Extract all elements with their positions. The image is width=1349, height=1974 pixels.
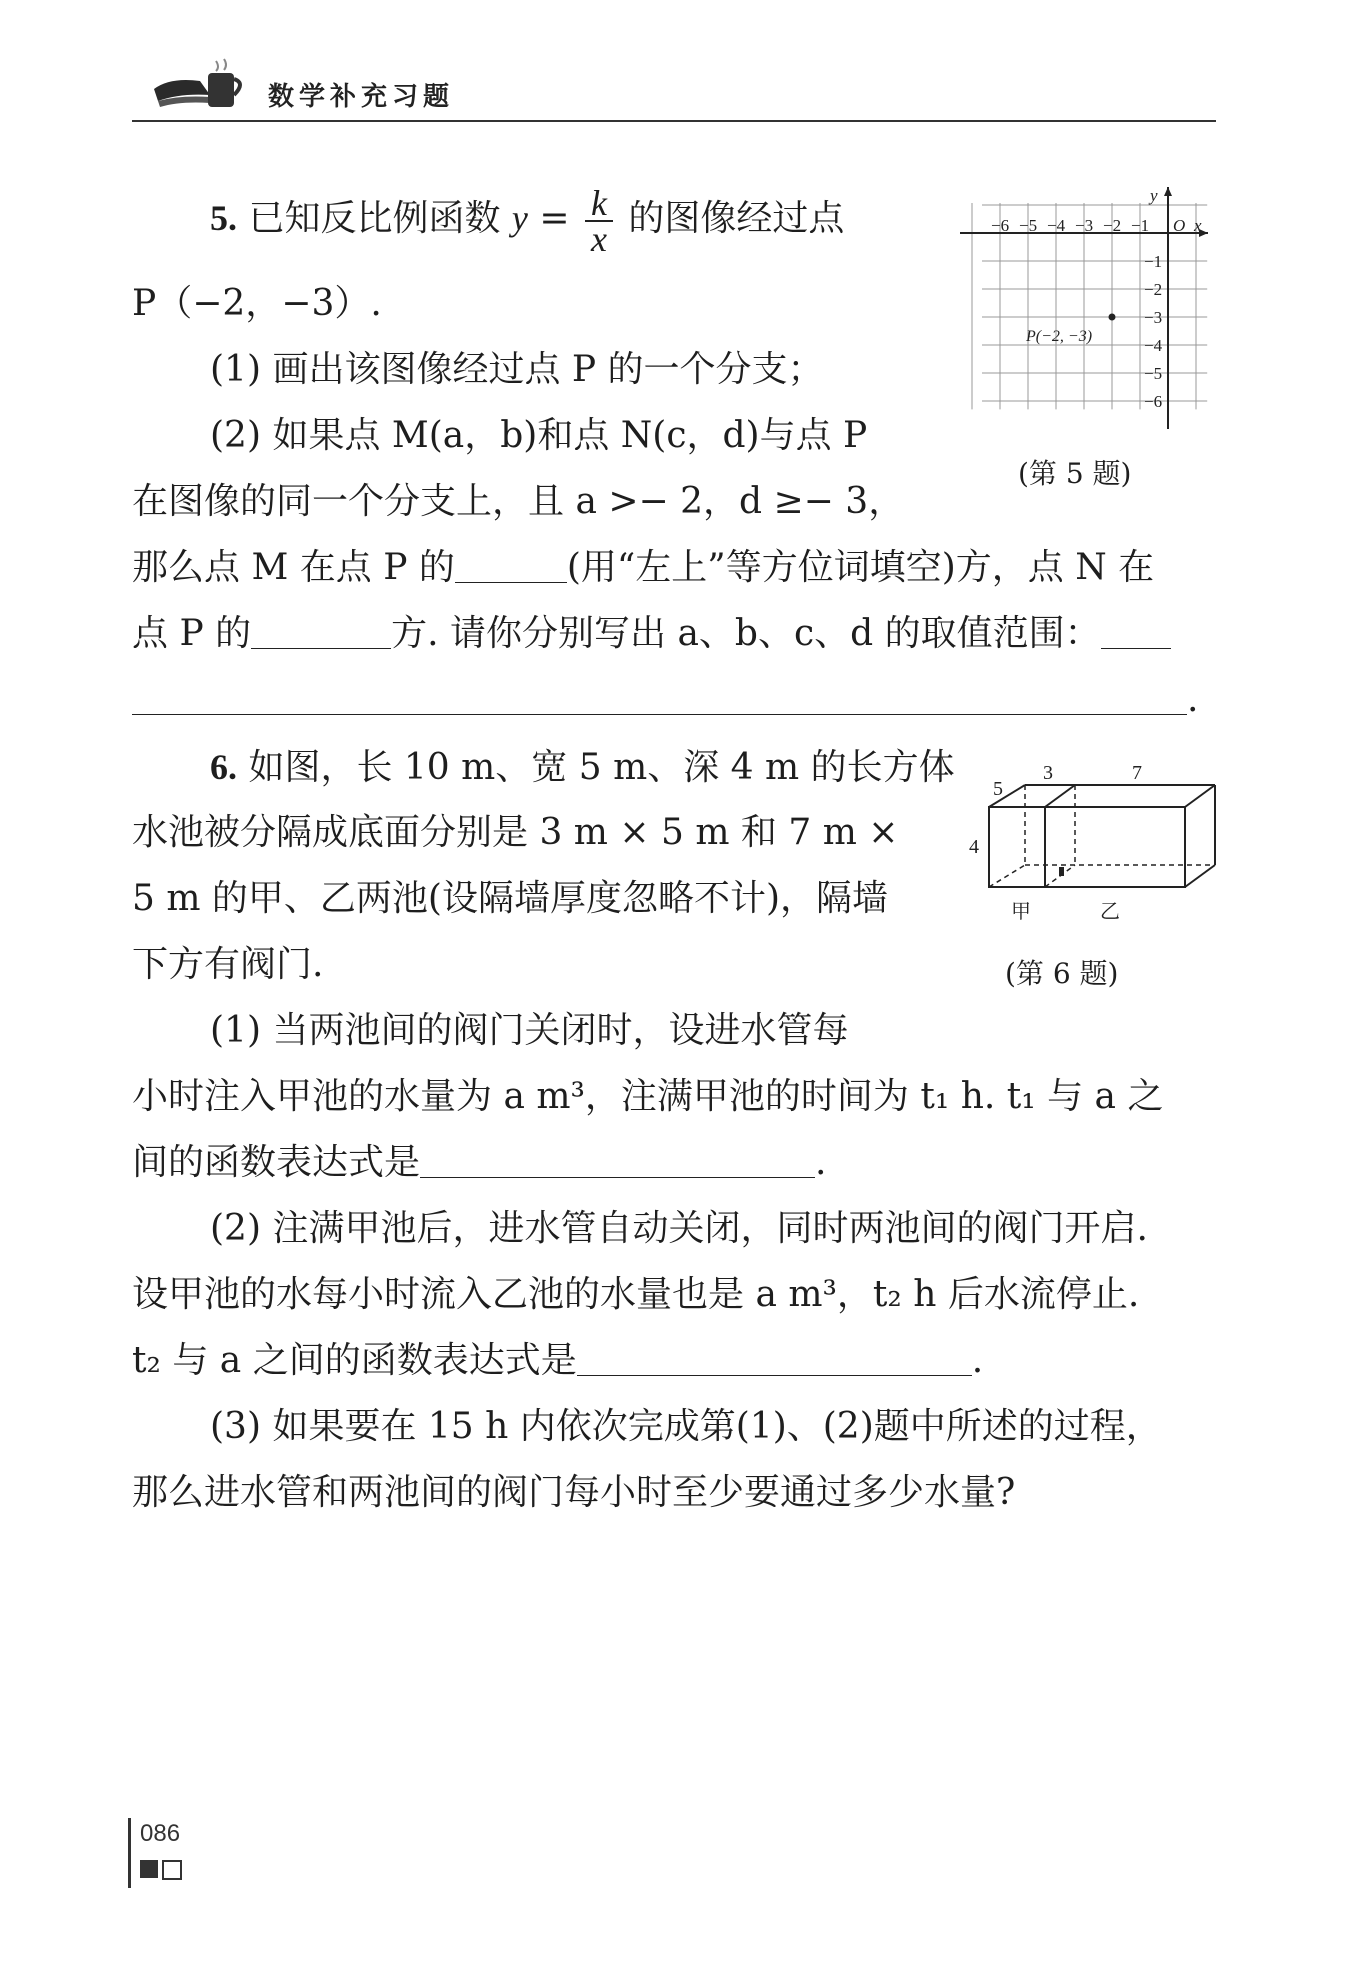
y-tick-label: −5	[1144, 364, 1163, 383]
page-number: 086	[140, 1820, 181, 1847]
q6-line-6: 小时注入甲池的水量为 a m³，注满甲池的时间为 t₁ h. t₁ 与 a 之	[132, 1076, 1164, 1117]
q5-line-5: 在图像的同一个分支上，且 a >− 2，d ≥− 3，	[132, 481, 905, 522]
q6-part-3: (3) 如果要在 15 h 内依次完成第(1)、(2)题中所述的过程，	[210, 1406, 1162, 1447]
book-title: 数学补充习题	[268, 82, 455, 112]
pool-length-7-label: 7	[1132, 762, 1142, 784]
y-tick-label: −2	[1144, 280, 1163, 299]
answer-blank-range[interactable]	[132, 680, 1187, 715]
q6-line-4: 下方有阀门.	[132, 944, 324, 985]
answer-blank-m-direction[interactable]	[455, 548, 567, 583]
y-tick-label: −1	[1144, 252, 1163, 271]
q6-caption: (第 6 题)	[1005, 957, 1119, 990]
x-tick-label: −6	[991, 216, 1010, 235]
x-tick-label: −1	[1131, 216, 1150, 235]
pool-length-3-label: 3	[1043, 762, 1053, 784]
q6-line-12: 那么进水管和两池间的阀门每小时至少要通过多少水量?	[132, 1472, 1016, 1513]
q5-part-2: (2) 如果点 M(a，b)和点 N(c，d)与点 P	[210, 415, 868, 456]
q6-pool-diagram	[965, 755, 1225, 925]
origin-label: O	[1173, 216, 1186, 235]
answer-blank-range-start[interactable]	[1101, 614, 1171, 649]
footer-bar	[128, 1818, 131, 1888]
q6-line-1: 6. 如图，长 10 m、宽 5 m、深 4 m 的长方体	[210, 747, 955, 788]
q6-number: 6.	[210, 747, 237, 787]
filled-square-icon	[140, 1860, 158, 1878]
pool-width-label: 5	[993, 778, 1003, 800]
x-axis-label: x	[1194, 216, 1202, 235]
q6-line-2: 水池被分隔成底面分别是 3 m × 5 m 和 7 m ×	[132, 812, 899, 853]
x-tick-label: −2	[1103, 216, 1122, 235]
q6-line-10: t₂ 与 a 之间的函数表达式是 .	[132, 1340, 984, 1381]
answer-blank-t1-expression[interactable]	[420, 1143, 815, 1178]
pool-yi-label: 乙	[1100, 899, 1120, 923]
y-axis-label: y	[1150, 186, 1158, 205]
q6-part-2: (2) 注满甲池后，进水管自动关闭，同时两池间的阀门开启.	[210, 1208, 1148, 1249]
x-tick-label: −4	[1047, 216, 1066, 235]
y-axis-arrow	[1164, 187, 1172, 196]
y-tick-label: −3	[1144, 308, 1163, 327]
q5-line-6: 那么点 M 在点 P 的 (用“左上”等方位词填空)方，点 N 在	[132, 547, 1155, 588]
q5-line-7: 点 P 的 方. 请你分别写出 a、b、c、d 的取值范围：	[132, 612, 1171, 656]
empty-square-icon	[162, 1860, 182, 1880]
q5-caption: (第 5 题)	[1018, 457, 1132, 490]
point-p-label: P(−2, −3)	[1026, 328, 1093, 345]
pool-depth-label: 4	[969, 836, 979, 858]
q5-coordinate-grid	[960, 185, 1210, 435]
q5-number: 5.	[210, 198, 237, 238]
q5-line-8: .	[132, 678, 1198, 722]
x-tick-label: −3	[1075, 216, 1094, 235]
q5-part-1: (1) 画出该图像经过点 P 的一个分支；	[210, 349, 824, 390]
q5-line-1: 5. 已知反比例函数 y = $\frac{k}{x}$ 的图像经过点	[210, 183, 845, 259]
x-tick-label: −5	[1019, 216, 1038, 235]
y-tick-label: −6	[1144, 392, 1163, 411]
books-and-mug-icon	[150, 55, 250, 115]
q6-part-1: (1) 当两池间的阀门关闭时，设进水管每	[210, 1010, 849, 1051]
q6-line-9: 设甲池的水每小时流入乙池的水量也是 a m³，t₂ h 后水流停止.	[132, 1274, 1140, 1315]
q6-line-3: 5 m 的甲、乙两池(设隔墙厚度忽略不计)，隔墙	[132, 878, 889, 919]
q5-line-2: P（−2，−3）.	[132, 283, 382, 324]
header-rule	[132, 120, 1216, 122]
answer-blank-t2-expression[interactable]	[577, 1341, 972, 1376]
answer-blank-n-direction[interactable]	[251, 614, 391, 649]
point-p	[1109, 314, 1116, 321]
q6-line-7: 间的函数表达式是 .	[132, 1142, 827, 1183]
y-tick-label: −4	[1144, 336, 1163, 355]
pool-jia-label: 甲	[1011, 899, 1031, 923]
fraction-k-over-x: $\frac{k}{x}$	[585, 186, 613, 256]
